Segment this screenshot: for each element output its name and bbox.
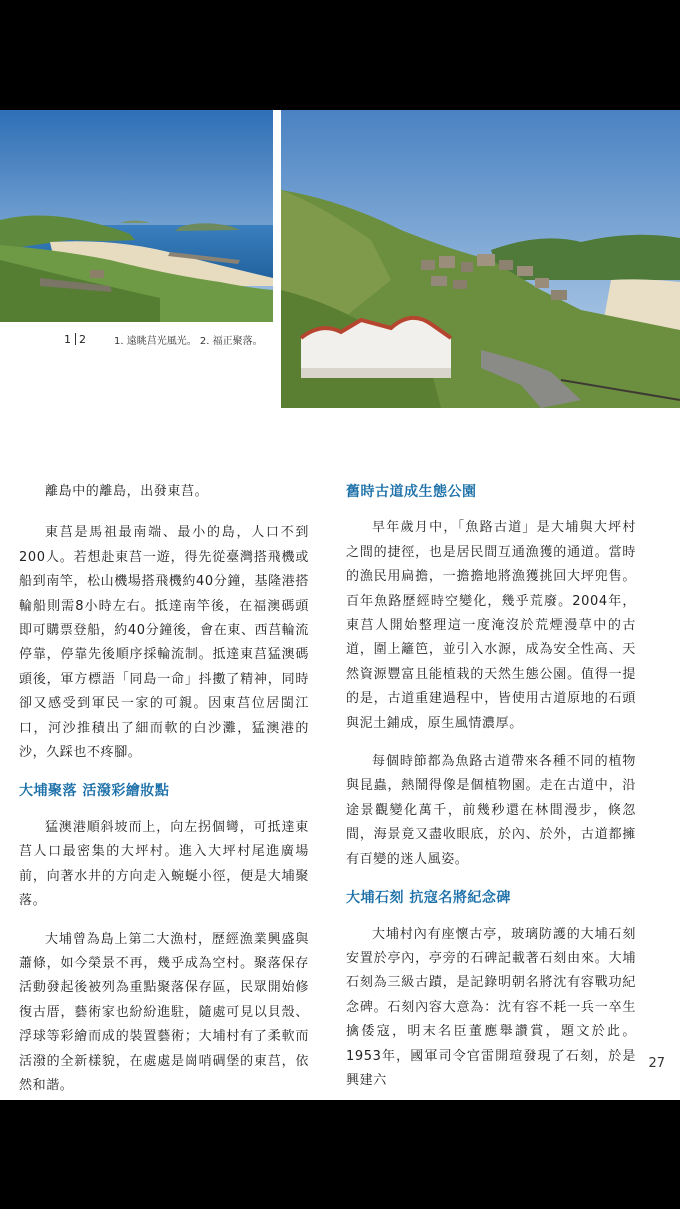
paragraph: 每個時節都為魚路古道帶來各種不同的植物與昆蟲，熱鬧得像是個植物園。走在古道中，沿途景觀變化萬千，前幾秒還在林間漫步，倏忽間，海景竟又盡收眼底，於內、於外，古道都擁有百變的迷人風姿。 bbox=[346, 754, 636, 867]
paragraph: 大埔村內有座懷古亭，玻璃防護的大埔石刻安置於亭內，亭旁的石碑記載著石刻由來。大埔石刻為三級古蹟，是記錄明朝名將沈有容戰功紀念碑。石刻內容大意為：沈有容不耗一兵一卒生擒倭寇，明末名臣董應舉讚賞，題文於此。1953年，國軍司令官雷開瑄發現了石刻，於是興建六 bbox=[346, 926, 636, 1088]
coastal-landscape-image bbox=[0, 110, 273, 322]
paragraph: 早年歲月中，「魚路古道」是大埔與大坪村之間的捷徑，也是居民間互通漁獲的通道。當時的漁民用扁擔，一擔擔地將漁獲挑回大坪兜售。百年魚路歷經時空變化，幾乎荒廢。2004年，東莒人開始整理這一度淹沒於荒煙漫草中的古道，圍上籬笆，並引入水源，成為安全性高、天然資源豐富且能植栽的天然生態公園。值得一提的是，古道重建過程中，皆使用古道原地的石頭與泥土鋪成，原生風情濃厚。 bbox=[346, 520, 636, 731]
magazine-page bbox=[0, 110, 680, 1100]
number-divider bbox=[75, 333, 76, 345]
paragraph: 猛澳港順斜坡而上，向左拐個彎，可抵達東莒人口最密集的大坪村。進入大坪村尾進廣場前，向著水井的方向走入蜿蜒小徑，便是大埔聚落。 bbox=[19, 819, 309, 909]
photo-number-1: 1 bbox=[64, 333, 72, 346]
photo-fuzheng-village bbox=[281, 110, 680, 408]
section-heading: 舊時古道成生態公園 bbox=[346, 484, 477, 500]
paragraph: 東莒是馬祖最南端、最小的島，人口不到200人。若想赴東莒一遊，得先從臺灣搭飛機或船到南竿，松山機場搭飛機約40分鐘，基隆港搭輪船則需8小時左右。抵達南竿後，在福澳碼頭即可購票登船，約40分鐘後，會在東、西莒輪流停靠，停靠先後順序採輪流制。抵達東莒猛澳碼頭後，軍方標語「同島一命」抖擻了精神，同時卻又感受到軍民一家的可親。因東莒位居閩江口，河沙推積出了細而軟的白沙灘，猛澳港的沙，久踩也不疼腳。 bbox=[19, 525, 309, 761]
photo-caption: 1. 遠眺莒光風光。 2. 福正聚落。 bbox=[114, 336, 263, 347]
photo-coastal-view bbox=[0, 110, 273, 322]
section-heading: 大埔石刻 抗寇名將紀念碑 bbox=[346, 890, 511, 907]
village-landscape-image bbox=[281, 110, 680, 408]
left-column bbox=[19, 480, 309, 1100]
paragraph: 大埔曾為島上第二大漁村，歷經漁業興盛與蕭條，如今榮景不再，幾乎成為空村。聚落保存活動發起後被列為重點聚落保存區，民眾開始修復古厝，藝術家也紛紛進駐，隨處可見以貝殼、浮球等彩繪而成的裝置藝術；大埔村有了柔軟而活潑的全新樣貌，在處處是崗哨碉堡的東莒，依然和諧。 bbox=[19, 931, 309, 1093]
intro-line: 離島中的離島，出發東莒。 bbox=[45, 484, 209, 499]
photo-number-2: 2 bbox=[79, 333, 87, 346]
photo-number-label bbox=[64, 333, 87, 346]
page-number: 27 bbox=[648, 1056, 665, 1071]
section-heading: 大埔聚落 活潑彩繪妝點 bbox=[19, 783, 170, 800]
right-column bbox=[346, 480, 636, 1100]
